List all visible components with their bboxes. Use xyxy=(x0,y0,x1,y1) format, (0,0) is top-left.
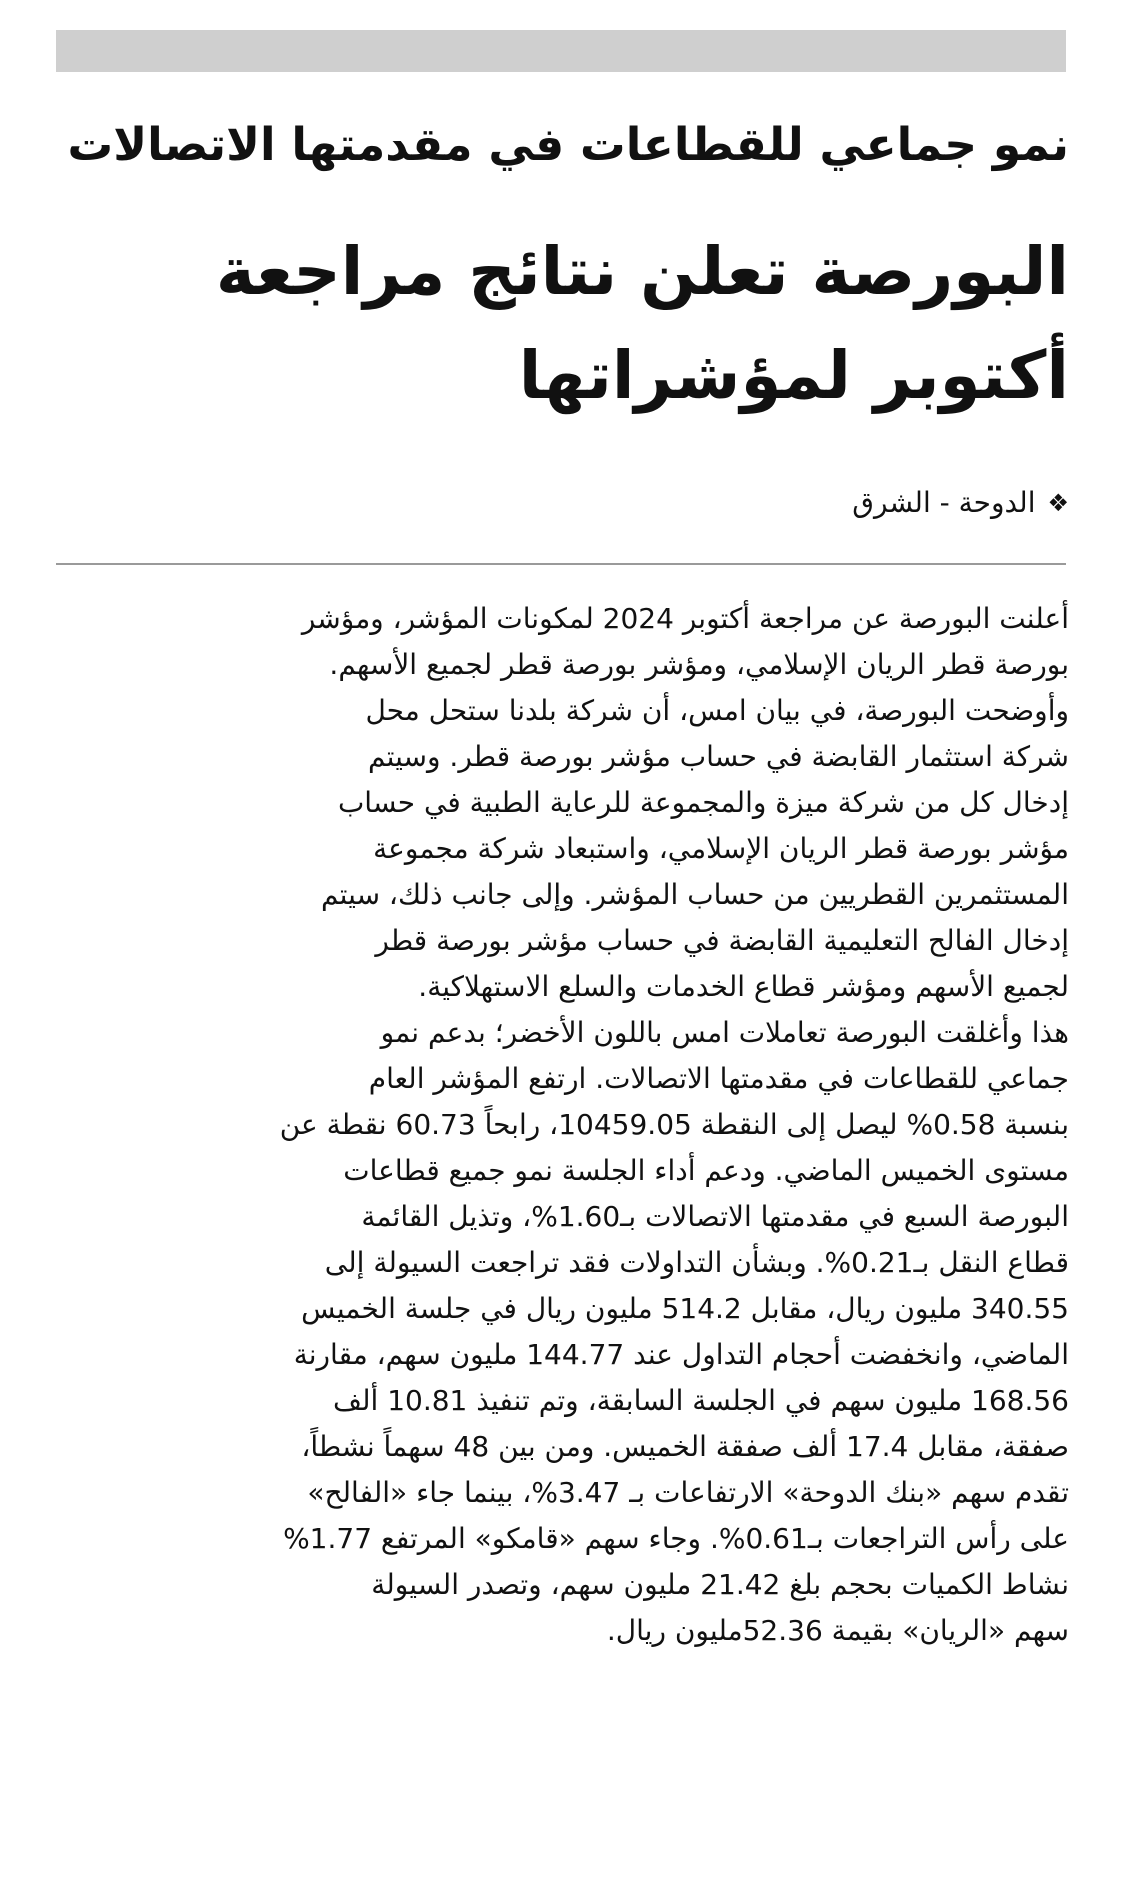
article-line: أعلنت البورصة عن مراجعة أكتوبر 2024 لمكونات المؤشر، ومؤشر xyxy=(301,602,1069,635)
article-line: البورصة السبع في مقدمتها الاتصالات بـ1.60%، وتذيل القائمة xyxy=(361,1200,1069,1233)
article-line: إدخال الفالح التعليمية القابضة في حساب مؤشر بورصة قطر xyxy=(375,924,1069,957)
diamond-bullet-icon: ❖ xyxy=(1047,489,1069,517)
article-line: صفقة، مقابل 17.4 ألف صفقة الخميس. ومن بين 48 سهماً نشطاً، xyxy=(301,1430,1069,1463)
headline-line: أكتوبر لمؤشراتها xyxy=(518,337,1069,414)
byline xyxy=(852,485,1069,521)
byline-text: الدوحة - الشرق xyxy=(852,486,1036,519)
article-line: مستوى الخميس الماضي. ودعم أداء الجلسة نمو جميع قطاعات xyxy=(343,1154,1069,1187)
article-line: سهم «الريان» بقيمة 52.36مليون ريال. xyxy=(606,1614,1069,1647)
article-line: 168.56 مليون سهم في الجلسة السابقة، وتم تنفيذ 10.81 ألف xyxy=(332,1384,1069,1417)
headline-line: البورصة تعلن نتائج مراجعة xyxy=(215,233,1069,310)
article-line: جماعي للقطاعات في مقدمتها الاتصالات. ارتفع المؤشر العام xyxy=(368,1062,1069,1095)
article-line: بنسبة 0.58% ليصل إلى النقطة 10459.05، رابحاً 60.73 نقطة عن xyxy=(279,1108,1069,1141)
article-line: شركة استثمار القابضة في حساب مؤشر بورصة قطر. وسيتم xyxy=(368,740,1069,773)
article-line: الماضي، وانخفضت أحجام التداول عند 144.77 مليون سهم، مقارنة xyxy=(293,1338,1069,1371)
kicker-headline: نمو جماعي للقطاعات في مقدمتها الاتصالات xyxy=(67,118,1069,171)
divider xyxy=(56,563,1066,565)
top-gray-bar xyxy=(56,30,1066,72)
article-body xyxy=(59,596,1069,1654)
article-line: لجميع الأسهم ومؤشر قطاع الخدمات والسلع الاستهلاكية. xyxy=(418,970,1069,1003)
article-line: إدخال كل من شركة ميزة والمجموعة للرعاية الطبية في حساب xyxy=(337,786,1069,819)
article-line: قطاع النقل بـ0.21%. وبشأن التداولات فقد تراجعت السيولة إلى xyxy=(324,1246,1069,1279)
article-line: بورصة قطر الريان الإسلامي، ومؤشر بورصة قطر لجميع الأسهم. xyxy=(329,648,1069,681)
article-line: مؤشر بورصة قطر الريان الإسلامي، واستبعاد شركة مجموعة xyxy=(373,832,1069,865)
article-line: وأوضحت البورصة، في بيان امس، أن شركة بلدنا ستحل محل xyxy=(365,694,1069,727)
article-line: نشاط الكميات بحجم بلغ 21.42 مليون سهم، وتصدر السيولة xyxy=(371,1568,1069,1601)
article-line: هذا وأغلقت البورصة تعاملات امس باللون الأخضر؛ بدعم نمو xyxy=(380,1016,1069,1049)
article-line: المستثمرين القطريين من حساب المؤشر. وإلى جانب ذلك، سيتم xyxy=(321,878,1069,911)
article-line: على رأس التراجعات بـ0.61%. وجاء سهم «قامكو» المرتفع 1.77% xyxy=(283,1522,1069,1555)
main-headline xyxy=(59,220,1069,428)
article-line: 340.55 مليون ريال، مقابل 514.2 مليون ريال في جلسة الخميس xyxy=(301,1292,1069,1325)
article-line: تقدم سهم «بنك الدوحة» الارتفاعات بـ 3.47%، بينما جاء «الفالح» xyxy=(307,1476,1069,1509)
